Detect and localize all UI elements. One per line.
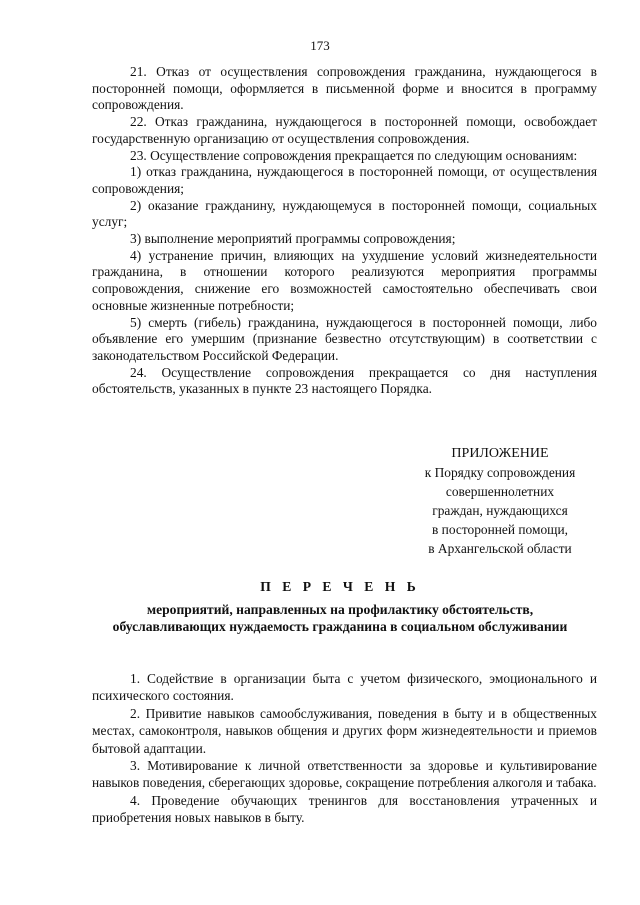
list-title-block: [60, 578, 620, 636]
page-number: 173: [310, 38, 330, 53]
paragraph-21: 21. Отказ от осуществления сопровождения гражданина, нуждающегося в посторонней помощи, оформляется в письменной форме и вносится в программу сопровождения.: [92, 64, 597, 113]
appendix-line: в посторонней помощи,: [432, 522, 568, 537]
paragraph-23-item-2: 2) оказание гражданину, нуждающемуся в посторонней помощи, социальных услуг;: [92, 197, 597, 230]
paragraph-22: 22. Отказ гражданина, нуждающегося в посторонней помощи, освобождает государственную организацию от осуществления сопровождения.: [92, 114, 597, 146]
list-heading: П Е Р Е Ч Е Н Ь: [260, 579, 420, 594]
paragraph-23-item-1: 1) отказ гражданина, нуждающегося в посторонней помощи, от осуществления сопровождения;: [92, 164, 597, 196]
paragraph-23: 23. Осуществление сопровождения прекращается по следующим основаниям:: [130, 147, 578, 163]
paragraph-23-item-4: 4) устранение причин, влияющих на ухудшение условий жизнедеятельности гражданина, в отношении которого реализуются мероприятия программы сопровождения, снижение его возможностей самостоятельно обеспечивать свои основные жизненные потребности;: [92, 247, 597, 313]
appendix-block: [380, 444, 620, 558]
appendix-line: к Порядку сопровождения: [424, 465, 576, 480]
appendix-line: граждан, нуждающихся: [432, 503, 568, 518]
list-item: 3. Мотивирование к личной ответственности за здоровье и культивирование навыков поведения, сберегающих здоровье, сокращение потребления алкоголя и табака.: [92, 758, 597, 791]
paragraph-23-item-3: 3) выполнение мероприятий программы сопровождения;: [130, 231, 456, 247]
list-subtitle-line-1: мероприятий, направленных на профилактику обстоятельств,: [146, 601, 534, 617]
paragraph-23-item-5: 5) смерть (гибель) гражданина, нуждающегося в посторонней помощи, либо объявление его умершим (признание безвестно отсутствующим) в соответствии с законодательством Российской Федерации.: [92, 314, 597, 363]
procedure-text: [92, 64, 597, 398]
list-item: 2. Привитие навыков самообслуживания, поведения в быту и в общественных местах, самоконтроля, навыков общения и других форм жизнедеятельности и приемов бытовой адаптации.: [92, 705, 597, 756]
appendix-line: совершеннолетних: [445, 484, 555, 499]
paragraph-24: 24. Осуществление сопровождения прекращается со дня наступления обстоятельств, указанных в пункте 23 настоящего Порядка.: [92, 364, 597, 397]
list-subtitle-line-2: обуславливающих нуждаемость гражданина в социальном обслуживании: [112, 619, 568, 634]
measures-list: [92, 670, 597, 827]
appendix-title: ПРИЛОЖЕНИЕ: [451, 446, 549, 461]
appendix-line: в Архангельской области: [428, 541, 572, 556]
list-item: 4. Проведение обучающих тренингов для восстановления утраченных и приобретения новых навыков в быту.: [92, 792, 597, 826]
list-item: 1. Содействие в организации быта с учетом физического, эмоционального и психического состояния.: [92, 671, 597, 704]
